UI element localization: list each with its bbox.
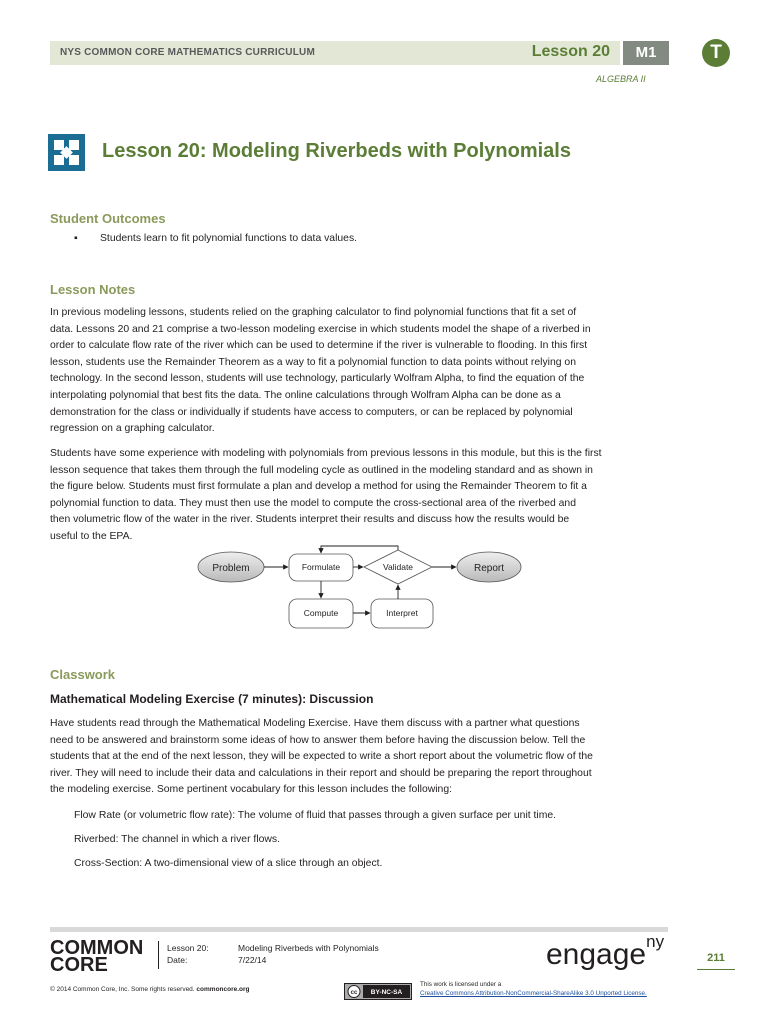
- text-line: regression on a graphing calculator.: [50, 423, 215, 435]
- lesson-notes-heading: Lesson Notes: [50, 282, 136, 297]
- cc-badge-label: BY-NC-SA: [370, 989, 403, 997]
- footer-date-label: Date:: [167, 955, 188, 965]
- text-line: demonstration for the class or individually if students have access to computers, or can be replaced by polynomial: [50, 406, 573, 418]
- footer-rule: [50, 927, 668, 932]
- engage-sup: ny: [646, 932, 665, 951]
- bullet-icon: ▪: [74, 233, 78, 244]
- text-line: lesson, students use the Remainder Theorem as a way to fit a polynomial function to data points without relying on: [50, 356, 576, 368]
- page-title: Lesson 20: Modeling Riverbeds with Polynomials: [102, 140, 571, 162]
- text-line: river. They will need to include their data and calculations in their report and should be preparing the report throughout: [50, 767, 592, 779]
- text-line: data. Lessons 20 and 21 comprise a two-lesson modeling exercise in which students model the shape of a riverbed in: [50, 323, 591, 335]
- common-core-logo: [50, 937, 144, 976]
- text-line: the modeling exercise. Some pertinent vocabulary for this lesson includes the following:: [50, 784, 452, 796]
- lesson-puzzle-icon: [48, 134, 85, 171]
- lesson-notes-paragraph-1: [50, 305, 668, 438]
- text-line: need to be answered and brainstorm some ideas of how to answer them before having the discussion below. Tell the: [50, 734, 586, 746]
- definition-cross-section: Cross-Section: A two-dimensional view of a slice through an object.: [74, 858, 383, 869]
- text-line: technology. In the second lesson, students will use technology, particularly Wolfram Alpha, to find the equation of the: [50, 373, 585, 385]
- text-line: then volumetric flow of the water in the river. Students interpret their results and discuss how the results would be: [50, 514, 570, 526]
- footer-separator: [158, 941, 159, 969]
- module-tab: M1: [623, 41, 669, 65]
- footer-lesson-label: Lesson 20:: [167, 943, 209, 953]
- header-bar: [50, 41, 620, 65]
- classwork-heading: Classwork: [50, 667, 116, 682]
- svg-text:cc: cc: [350, 990, 358, 996]
- text-line: useful to the EPA.: [50, 530, 133, 542]
- footer-date-value: 7/22/14: [238, 955, 267, 965]
- lesson-notes-paragraph-2: [50, 446, 668, 546]
- exercise-title: Mathematical Modeling Exercise (7 minutes): Discussion: [50, 692, 374, 706]
- text-line: interpolating polynomial that best fits the data. The online calculations through Wolfram Alpha can be done as a: [50, 389, 561, 401]
- arrow-validate-formulate: [321, 546, 398, 553]
- modeling-cycle-diagram: [190, 544, 530, 638]
- report-label: Report: [473, 563, 505, 574]
- logo-line-1: COMMON: [50, 937, 144, 959]
- license-link[interactable]: Creative Commons Attribution-NonCommercial-ShareAlike 3.0 Unported License.: [420, 990, 647, 997]
- validate-label: Validate: [382, 562, 414, 572]
- formulate-label: Formulate: [301, 562, 341, 572]
- engageny-logo: [546, 932, 665, 972]
- text-line: students that at the end of the next lesson, they will be expected to write a short report about the volumetric flow of the: [50, 751, 593, 763]
- page-number: 211: [707, 952, 725, 964]
- page-number-rule: [697, 969, 735, 970]
- text-line: the figure below. Students must first formulate a plan and develop a method for using the Remainder Theorem to fit a: [50, 481, 587, 493]
- text-line: order to calculate flow rate of the river which can be used to determine if the river is vulnerable to flooding. In this first: [50, 340, 588, 352]
- copyright-site: commoncore.org: [196, 986, 250, 993]
- engage-text: engage: [546, 938, 647, 971]
- compute-label: Compute: [303, 608, 339, 618]
- footer-lesson-value: Modeling Riverbeds with Polynomials: [238, 943, 379, 953]
- classwork-paragraph: [50, 716, 668, 799]
- copyright-text: [50, 986, 250, 993]
- logo-line-2: CORE: [50, 954, 108, 976]
- text-line: In previous modeling lessons, students relied on the graphing calculator to find polynomial functions that fit a set of: [50, 307, 577, 318]
- interpret-label: Interpret: [386, 608, 418, 618]
- teacher-badge-icon: T: [702, 39, 730, 67]
- student-outcomes-heading: Student Outcomes: [50, 211, 166, 226]
- text-line: lesson sequence that takes them through the full modeling cycle as outlined in the modeling standard and as shown in: [50, 464, 593, 476]
- text-line: Have students read through the Mathematical Modeling Exercise. Have them discuss with a partner what questions: [50, 718, 580, 729]
- text-line: Students have some experience with modeling with polynomials from previous lessons in this module, but this is the first: [50, 448, 602, 459]
- outcome-item: Students learn to fit polynomial functions to data values.: [100, 233, 358, 244]
- course-label: ALGEBRA II: [596, 74, 646, 84]
- lesson-label: Lesson 20: [531, 43, 610, 60]
- license-text: This work is licensed under a: [420, 981, 502, 988]
- creative-commons-badge-icon: [344, 983, 412, 1000]
- definition-riverbed: Riverbed: The channel in which a river flows.: [74, 834, 280, 845]
- copyright-notice: © 2014 Common Core, Inc. Some rights reserved.: [50, 986, 195, 993]
- curriculum-label: NYS COMMON CORE MATHEMATICS CURRICULUM: [60, 47, 315, 58]
- problem-label: Problem: [212, 563, 250, 574]
- definition-flow-rate: Flow Rate (or volumetric flow rate): The volume of fluid that passes through a given surface per unit time.: [74, 810, 557, 821]
- text-line: polynomial function to data. They must then use the model to compute the cross-sectional area of the riverbed and: [50, 497, 576, 509]
